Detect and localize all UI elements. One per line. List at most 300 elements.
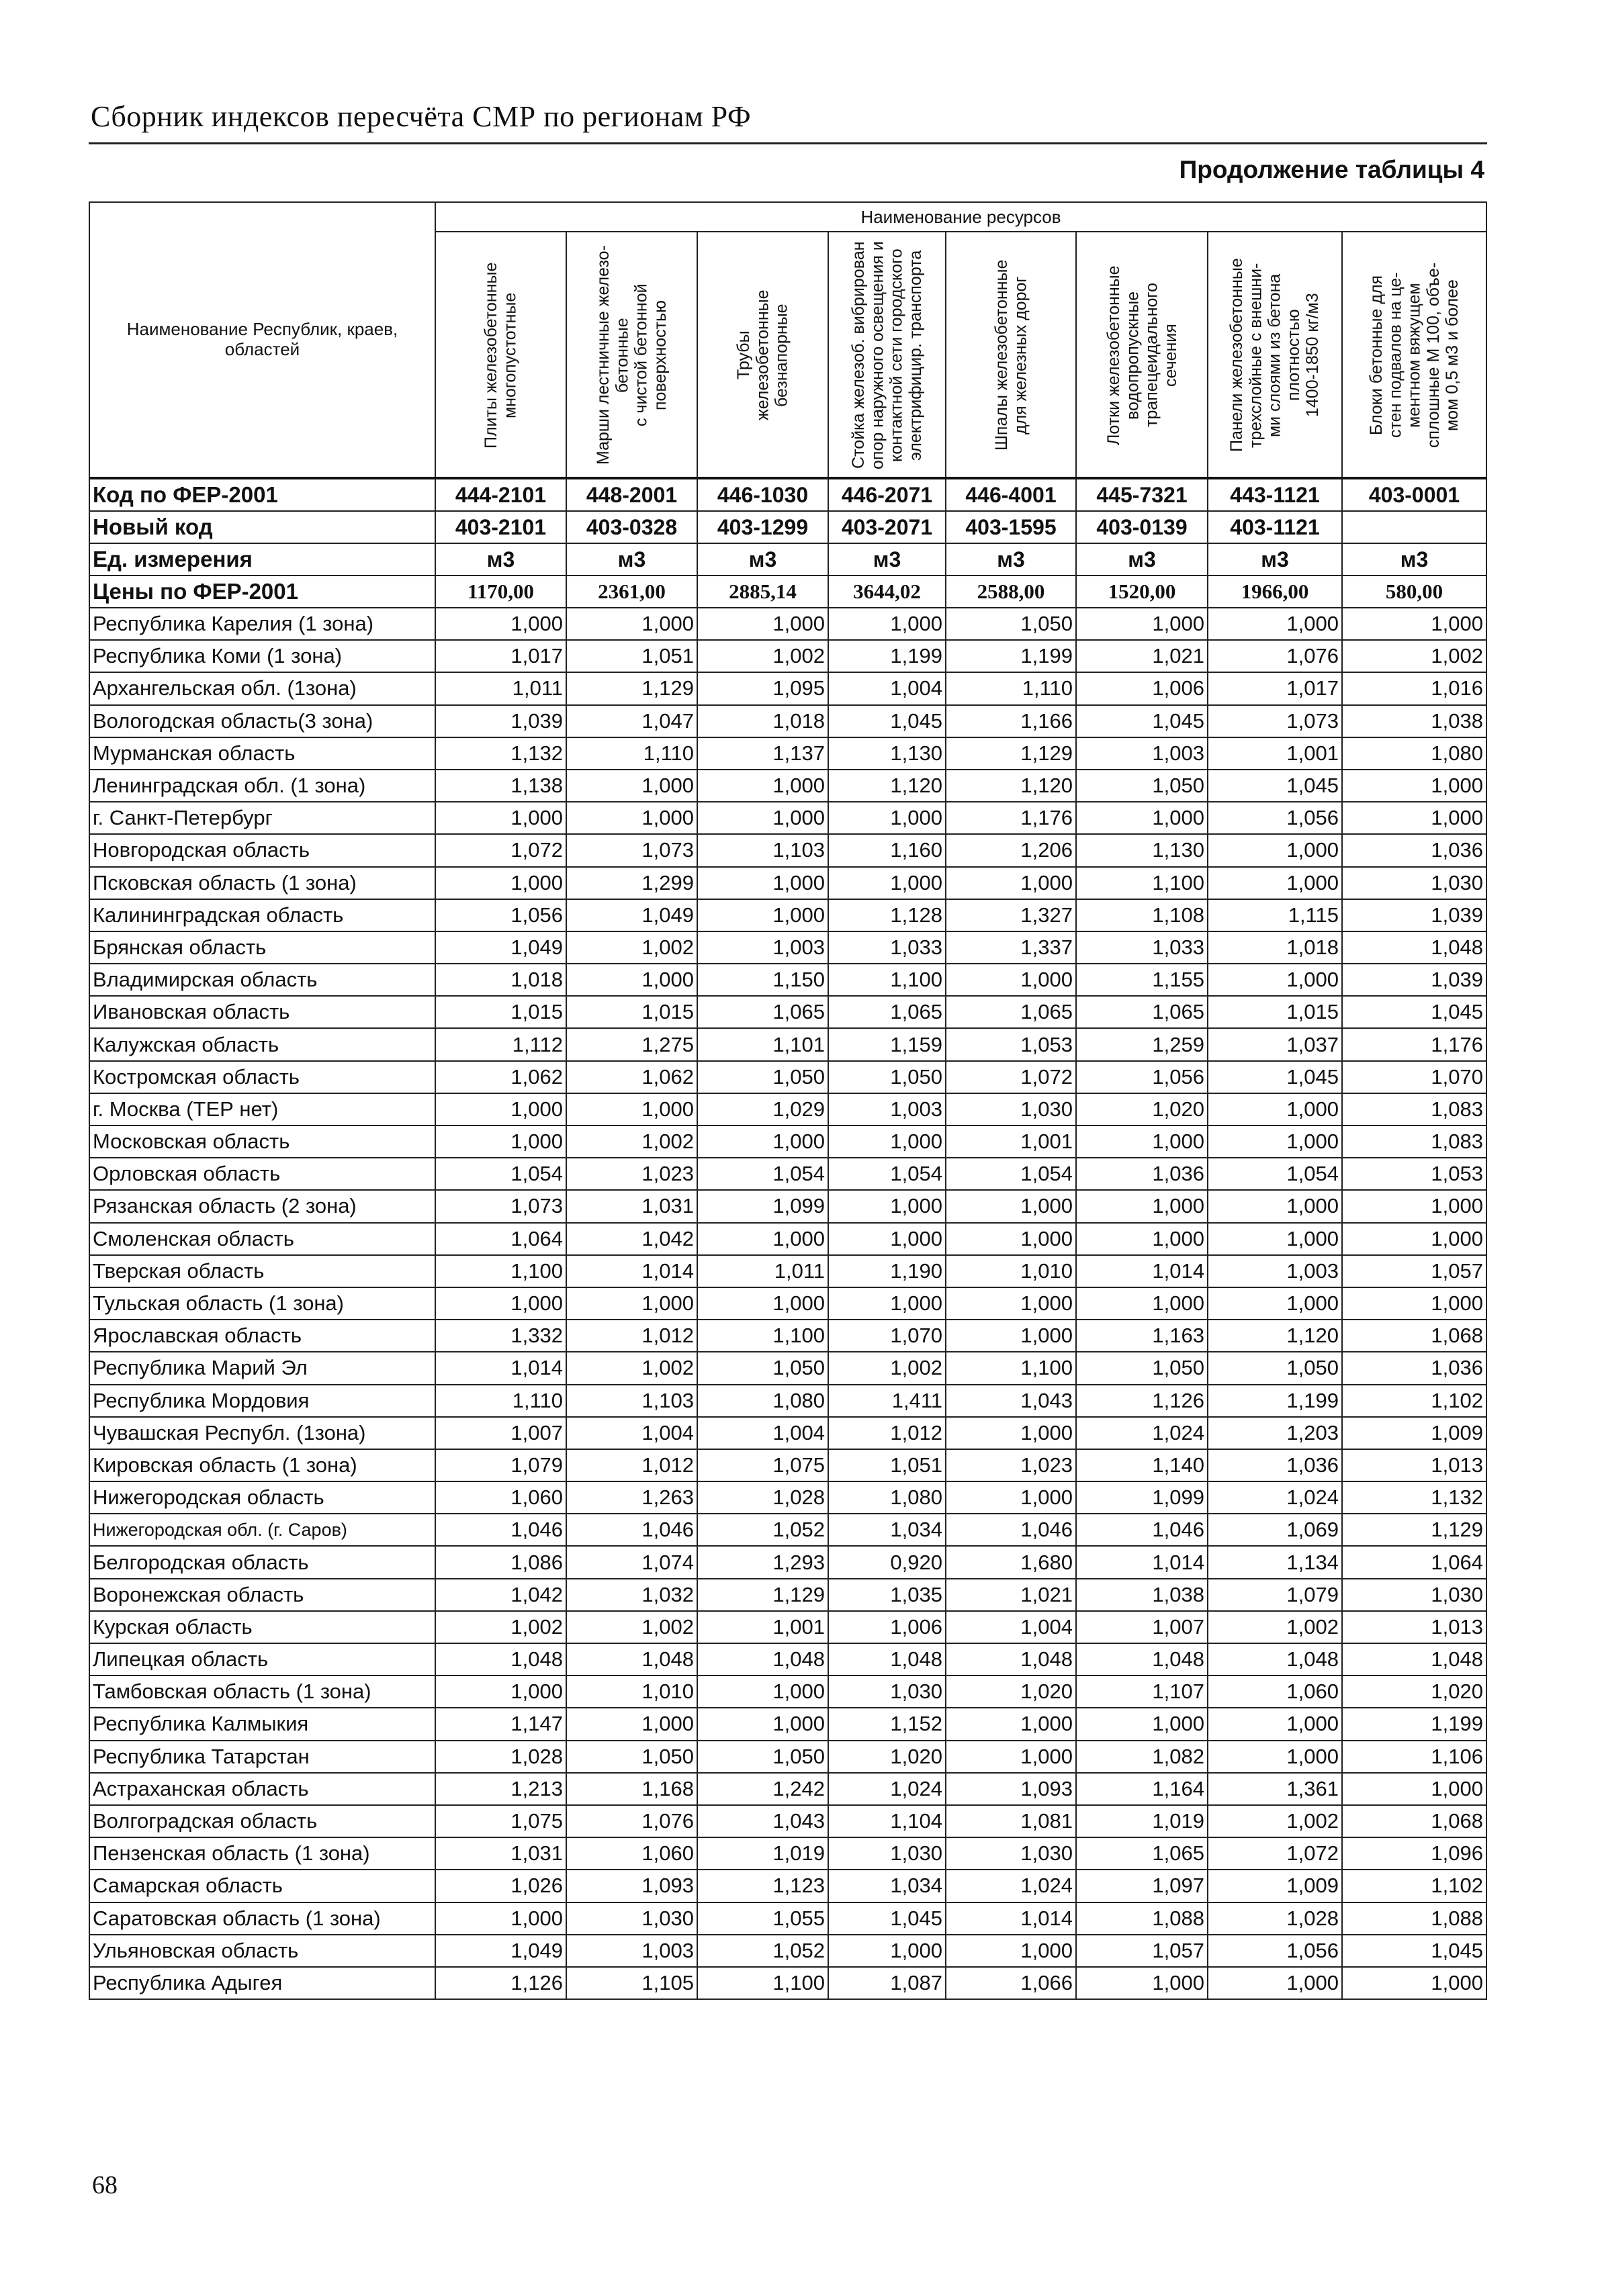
index-value-cell: 1,054 bbox=[435, 1158, 566, 1190]
meta-value-cell: 2588,00 bbox=[946, 576, 1076, 608]
region-name-cell: Республика Мордовия bbox=[89, 1385, 435, 1417]
index-value-cell: 1,176 bbox=[946, 802, 1076, 834]
index-value-cell: 1,000 bbox=[566, 964, 697, 996]
meta-value-cell: 2361,00 bbox=[566, 576, 697, 608]
table-row bbox=[89, 1158, 1486, 1190]
index-value-cell: 1,006 bbox=[828, 1611, 946, 1643]
index-value-cell: 1,021 bbox=[946, 1579, 1076, 1611]
index-value-cell: 1,129 bbox=[566, 672, 697, 704]
index-value-cell: 1,000 bbox=[1208, 1287, 1342, 1320]
region-name-cell: Московская область bbox=[89, 1126, 435, 1158]
region-name-cell: Республика Марий Эл bbox=[89, 1352, 435, 1384]
index-value-cell: 1,028 bbox=[1208, 1902, 1342, 1935]
index-value-cell: 1,003 bbox=[1208, 1255, 1342, 1287]
index-value-cell: 1,147 bbox=[435, 1708, 566, 1740]
index-value-cell: 1,000 bbox=[828, 1287, 946, 1320]
index-value-cell: 1,055 bbox=[697, 1902, 828, 1935]
index-value-cell: 1,086 bbox=[435, 1546, 566, 1578]
index-table bbox=[89, 201, 1487, 2000]
index-value-cell: 1,138 bbox=[435, 770, 566, 802]
index-value-cell: 1,206 bbox=[946, 834, 1076, 866]
index-value-cell: 1,000 bbox=[566, 770, 697, 802]
index-value-cell: 1,000 bbox=[697, 899, 828, 931]
index-value-cell: 1,007 bbox=[1076, 1611, 1208, 1643]
index-value-cell: 1,052 bbox=[697, 1514, 828, 1546]
index-value-cell: 1,000 bbox=[697, 770, 828, 802]
index-value-cell: 1,137 bbox=[697, 737, 828, 770]
index-value-cell: 1,000 bbox=[1076, 802, 1208, 834]
table-row bbox=[89, 1093, 1486, 1126]
region-name-cell: Калининградская область bbox=[89, 899, 435, 931]
index-value-cell: 1,000 bbox=[946, 1481, 1076, 1514]
region-name-cell: Владимирская область bbox=[89, 964, 435, 996]
index-value-cell: 1,000 bbox=[1342, 1967, 1486, 1999]
index-value-cell: 1,088 bbox=[1342, 1902, 1486, 1935]
resource-column-header bbox=[828, 232, 946, 478]
index-value-cell: 1,026 bbox=[435, 1870, 566, 1902]
index-value-cell: 1,030 bbox=[566, 1902, 697, 1935]
resource-column-header bbox=[1342, 232, 1486, 478]
index-value-cell: 1,003 bbox=[828, 1093, 946, 1126]
index-value-cell: 1,123 bbox=[697, 1870, 828, 1902]
index-value-cell: 1,079 bbox=[435, 1449, 566, 1481]
index-value-cell: 1,003 bbox=[1076, 737, 1208, 770]
table-row bbox=[89, 1805, 1486, 1837]
index-value-cell: 1,048 bbox=[1076, 1643, 1208, 1675]
index-value-cell: 1,160 bbox=[828, 834, 946, 866]
index-value-cell: 1,076 bbox=[1208, 640, 1342, 672]
index-value-cell: 1,050 bbox=[697, 1741, 828, 1773]
table-row bbox=[89, 931, 1486, 964]
index-value-cell: 1,034 bbox=[828, 1514, 946, 1546]
meta-value-cell: 1170,00 bbox=[435, 576, 566, 608]
table-row bbox=[89, 1643, 1486, 1675]
index-value-cell: 1,079 bbox=[1208, 1579, 1342, 1611]
index-value-cell: 1,002 bbox=[435, 1611, 566, 1643]
index-value-cell: 1,053 bbox=[1342, 1158, 1486, 1190]
index-value-cell: 1,000 bbox=[435, 802, 566, 834]
meta-value-cell: 403-0001 bbox=[1342, 478, 1486, 511]
index-value-cell: 1,013 bbox=[1342, 1611, 1486, 1643]
index-value-cell: 1,074 bbox=[566, 1546, 697, 1578]
index-value-cell: 1,062 bbox=[566, 1061, 697, 1093]
index-value-cell: 1,009 bbox=[1342, 1417, 1486, 1449]
index-value-cell: 1,050 bbox=[946, 608, 1076, 640]
index-value-cell: 1,042 bbox=[566, 1223, 697, 1255]
index-value-cell: 1,361 bbox=[1208, 1773, 1342, 1805]
index-value-cell: 1,064 bbox=[435, 1223, 566, 1255]
region-name-cell: Псковская область (1 зона) bbox=[89, 867, 435, 899]
meta-value-cell: м3 bbox=[946, 543, 1076, 576]
index-value-cell: 1,011 bbox=[697, 1255, 828, 1287]
region-name-cell: Кировская область (1 зона) bbox=[89, 1449, 435, 1481]
table-continuation-caption: Продолжение таблицы 4 bbox=[1179, 156, 1484, 183]
index-value-cell: 1,002 bbox=[1208, 1805, 1342, 1837]
index-value-cell: 1,054 bbox=[697, 1158, 828, 1190]
table-row bbox=[89, 737, 1486, 770]
index-value-cell: 1,050 bbox=[1208, 1352, 1342, 1384]
resource-column-header-text: Трубы железобетонные безнапорные bbox=[734, 289, 791, 421]
index-value-cell: 1,057 bbox=[1342, 1255, 1486, 1287]
index-value-cell: 1,115 bbox=[1208, 899, 1342, 931]
index-value-cell: 1,036 bbox=[1342, 1352, 1486, 1384]
region-name-cell: Чувашская Республ. (1зона) bbox=[89, 1417, 435, 1449]
index-value-cell: 1,093 bbox=[566, 1870, 697, 1902]
region-name-cell: Орловская область bbox=[89, 1158, 435, 1190]
meta-value-cell: м3 bbox=[566, 543, 697, 576]
index-value-cell: 1,130 bbox=[1076, 834, 1208, 866]
table-row bbox=[89, 1126, 1486, 1158]
index-value-cell: 1,080 bbox=[697, 1385, 828, 1417]
table-row bbox=[89, 1061, 1486, 1093]
index-value-cell: 1,024 bbox=[828, 1773, 946, 1805]
index-value-cell: 1,088 bbox=[1076, 1902, 1208, 1935]
index-value-cell: 1,019 bbox=[697, 1837, 828, 1870]
meta-value-cell: 403-0328 bbox=[566, 511, 697, 543]
index-value-cell: 1,083 bbox=[1342, 1093, 1486, 1126]
index-value-cell: 1,015 bbox=[566, 996, 697, 1028]
index-value-cell: 1,010 bbox=[566, 1675, 697, 1708]
index-value-cell: 1,000 bbox=[435, 1902, 566, 1935]
table-row bbox=[89, 1773, 1486, 1805]
index-value-cell: 1,000 bbox=[1208, 867, 1342, 899]
index-value-cell: 1,072 bbox=[1208, 1837, 1342, 1870]
index-value-cell: 1,075 bbox=[435, 1805, 566, 1837]
index-value-cell: 1,002 bbox=[566, 1611, 697, 1643]
index-value-cell: 1,102 bbox=[1342, 1385, 1486, 1417]
index-value-cell: 1,075 bbox=[697, 1449, 828, 1481]
index-value-cell: 1,097 bbox=[1076, 1870, 1208, 1902]
index-value-cell: 1,030 bbox=[1342, 1579, 1486, 1611]
index-value-cell: 1,000 bbox=[435, 1287, 566, 1320]
index-value-cell: 1,002 bbox=[697, 640, 828, 672]
index-value-cell: 1,048 bbox=[435, 1643, 566, 1675]
index-value-cell: 1,199 bbox=[946, 640, 1076, 672]
table-row bbox=[89, 705, 1486, 737]
index-value-cell: 1,048 bbox=[1208, 1643, 1342, 1675]
index-value-cell: 1,076 bbox=[566, 1805, 697, 1837]
index-value-cell: 1,050 bbox=[697, 1061, 828, 1093]
index-value-cell: 1,000 bbox=[697, 867, 828, 899]
region-name-cell: Республика Карелия (1 зона) bbox=[89, 608, 435, 640]
index-value-cell: 1,259 bbox=[1076, 1028, 1208, 1060]
index-value-cell: 1,106 bbox=[1342, 1741, 1486, 1773]
meta-value-cell: м3 bbox=[828, 543, 946, 576]
table-row bbox=[89, 1935, 1486, 1967]
index-value-cell: 1,073 bbox=[435, 1190, 566, 1222]
meta-value-cell: 445-7321 bbox=[1076, 478, 1208, 511]
resource-column-header-text: Плиты железобетонные многопустотные bbox=[482, 262, 520, 449]
index-value-cell: 1,000 bbox=[697, 802, 828, 834]
resource-column-header-text: Шпалы железобетонные для железных дорог bbox=[991, 259, 1030, 451]
index-value-cell: 1,112 bbox=[435, 1028, 566, 1060]
index-value-cell: 1,000 bbox=[697, 1223, 828, 1255]
table-row bbox=[89, 1223, 1486, 1255]
region-name-cell: Липецкая область bbox=[89, 1643, 435, 1675]
region-name-cell: Вологодская область(3 зона) bbox=[89, 705, 435, 737]
table-row bbox=[89, 1481, 1486, 1514]
index-value-cell: 1,000 bbox=[566, 1093, 697, 1126]
index-value-cell: 1,327 bbox=[946, 899, 1076, 931]
index-value-cell: 1,080 bbox=[828, 1481, 946, 1514]
index-value-cell: 1,018 bbox=[435, 964, 566, 996]
index-value-cell: 1,000 bbox=[1342, 1190, 1486, 1222]
table-row bbox=[89, 1352, 1486, 1384]
resources-group-header: Наименование ресурсов bbox=[435, 202, 1486, 232]
index-value-cell: 1,039 bbox=[1342, 899, 1486, 931]
index-value-cell: 1,126 bbox=[435, 1967, 566, 1999]
region-name-cell: Республика Татарстан bbox=[89, 1741, 435, 1773]
index-value-cell: 1,102 bbox=[1342, 1870, 1486, 1902]
meta-value-cell: м3 bbox=[1342, 543, 1486, 576]
index-value-cell: 1,039 bbox=[1342, 964, 1486, 996]
index-value-cell: 1,017 bbox=[1208, 672, 1342, 704]
index-value-cell: 1,275 bbox=[566, 1028, 697, 1060]
index-value-cell: 1,014 bbox=[946, 1902, 1076, 1935]
index-value-cell: 1,049 bbox=[435, 1935, 566, 1967]
index-value-cell: 1,029 bbox=[697, 1093, 828, 1126]
index-value-cell: 1,000 bbox=[946, 1417, 1076, 1449]
index-value-cell: 1,010 bbox=[946, 1255, 1076, 1287]
index-value-cell: 1,020 bbox=[1342, 1675, 1486, 1708]
index-value-cell: 1,132 bbox=[435, 737, 566, 770]
index-value-cell: 1,011 bbox=[435, 672, 566, 704]
index-value-cell: 1,000 bbox=[1208, 1093, 1342, 1126]
region-name-cell: Республика Калмыкия bbox=[89, 1708, 435, 1740]
index-value-cell: 1,065 bbox=[946, 996, 1076, 1028]
index-value-cell: 1,000 bbox=[1076, 608, 1208, 640]
index-value-cell: 1,000 bbox=[435, 1093, 566, 1126]
index-value-cell: 1,054 bbox=[828, 1158, 946, 1190]
index-value-cell: 1,000 bbox=[566, 1287, 697, 1320]
index-value-cell: 1,018 bbox=[1208, 931, 1342, 964]
index-value-cell: 1,000 bbox=[946, 1223, 1076, 1255]
meta-value-cell: 580,00 bbox=[1342, 576, 1486, 608]
index-value-cell: 1,030 bbox=[828, 1675, 946, 1708]
table-row bbox=[89, 1741, 1486, 1773]
index-value-cell: 1,056 bbox=[435, 899, 566, 931]
index-value-cell: 1,083 bbox=[1342, 1126, 1486, 1158]
index-value-cell: 1,002 bbox=[1342, 640, 1486, 672]
table-row bbox=[89, 1611, 1486, 1643]
index-value-cell: 1,242 bbox=[697, 1773, 828, 1805]
index-value-cell: 1,002 bbox=[1208, 1611, 1342, 1643]
index-value-cell: 1,100 bbox=[828, 964, 946, 996]
index-value-cell: 1,000 bbox=[828, 1223, 946, 1255]
table-row bbox=[89, 834, 1486, 866]
index-value-cell: 1,045 bbox=[828, 705, 946, 737]
index-value-cell: 1,104 bbox=[828, 1805, 946, 1837]
index-value-cell: 1,000 bbox=[1208, 1967, 1342, 1999]
index-value-cell: 1,000 bbox=[1208, 1223, 1342, 1255]
index-value-cell: 1,004 bbox=[828, 672, 946, 704]
index-value-cell: 1,099 bbox=[1076, 1481, 1208, 1514]
region-name-cell: г. Москва (ТЕР нет) bbox=[89, 1093, 435, 1126]
table-row bbox=[89, 1514, 1486, 1546]
index-value-cell: 1,064 bbox=[1342, 1546, 1486, 1578]
index-value-cell: 1,024 bbox=[1208, 1481, 1342, 1514]
region-name-cell: Самарская область bbox=[89, 1870, 435, 1902]
index-value-cell: 1,000 bbox=[946, 867, 1076, 899]
index-value-cell: 1,003 bbox=[566, 1935, 697, 1967]
region-column-header: Наименование Республик, краев, областей bbox=[89, 202, 435, 478]
meta-value-cell: 403-2101 bbox=[435, 511, 566, 543]
index-value-cell: 1,000 bbox=[1208, 834, 1342, 866]
region-name-cell: Тверская область bbox=[89, 1255, 435, 1287]
index-value-cell: 1,048 bbox=[566, 1643, 697, 1675]
index-value-cell: 1,028 bbox=[435, 1741, 566, 1773]
meta-value-cell: м3 bbox=[435, 543, 566, 576]
index-value-cell: 1,065 bbox=[1076, 996, 1208, 1028]
index-value-cell: 1,000 bbox=[828, 1935, 946, 1967]
index-value-cell: 1,043 bbox=[697, 1805, 828, 1837]
table-row bbox=[89, 1579, 1486, 1611]
index-value-cell: 1,033 bbox=[1076, 931, 1208, 964]
meta-value-cell: 446-2071 bbox=[828, 478, 946, 511]
index-value-cell: 1,042 bbox=[435, 1579, 566, 1611]
meta-row-label: Код по ФЕР-2001 bbox=[89, 478, 435, 511]
index-value-cell: 1,019 bbox=[1076, 1805, 1208, 1837]
index-value-cell: 1,176 bbox=[1342, 1028, 1486, 1060]
index-value-cell: 1,130 bbox=[828, 737, 946, 770]
region-name-cell: Астраханская область bbox=[89, 1773, 435, 1805]
region-name-cell: Ленинградская обл. (1 зона) bbox=[89, 770, 435, 802]
region-name-cell: Республика Адыгея bbox=[89, 1967, 435, 1999]
index-value-cell: 1,057 bbox=[1076, 1935, 1208, 1967]
index-value-cell: 1,060 bbox=[566, 1837, 697, 1870]
index-value-cell: 1,002 bbox=[828, 1352, 946, 1384]
index-value-cell: 1,031 bbox=[435, 1837, 566, 1870]
meta-row-label: Цены по ФЕР-2001 bbox=[89, 576, 435, 608]
index-value-cell: 1,203 bbox=[1208, 1417, 1342, 1449]
index-value-cell: 1,120 bbox=[1208, 1320, 1342, 1352]
index-value-cell: 1,051 bbox=[566, 640, 697, 672]
index-value-cell: 1,037 bbox=[1208, 1028, 1342, 1060]
index-value-cell: 1,065 bbox=[828, 996, 946, 1028]
meta-value-cell: м3 bbox=[697, 543, 828, 576]
index-value-cell: 1,054 bbox=[946, 1158, 1076, 1190]
index-value-cell: 1,150 bbox=[697, 964, 828, 996]
table-row bbox=[89, 996, 1486, 1028]
index-value-cell: 1,000 bbox=[1342, 802, 1486, 834]
resource-column-header bbox=[435, 232, 566, 478]
index-value-cell: 1,034 bbox=[828, 1870, 946, 1902]
index-value-cell: 1,056 bbox=[1208, 1935, 1342, 1967]
index-value-cell: 1,054 bbox=[1208, 1158, 1342, 1190]
meta-value-cell: 403-0139 bbox=[1076, 511, 1208, 543]
index-value-cell: 1,002 bbox=[566, 931, 697, 964]
index-value-cell: 1,000 bbox=[1076, 1126, 1208, 1158]
region-name-cell: г. Санкт-Петербург bbox=[89, 802, 435, 834]
resource-column-header-text: Стойка железоб. вибрирован опор наружного освещения и контактной сети городского электрифицир. транспорта bbox=[849, 241, 925, 469]
region-name-cell: Брянская область bbox=[89, 931, 435, 964]
index-value-cell: 1,045 bbox=[1208, 770, 1342, 802]
meta-row-label: Ед. измерения bbox=[89, 543, 435, 576]
index-value-cell: 1,411 bbox=[828, 1385, 946, 1417]
index-value-cell: 1,072 bbox=[435, 834, 566, 866]
region-name-cell: Мурманская область bbox=[89, 737, 435, 770]
index-value-cell: 1,263 bbox=[566, 1481, 697, 1514]
index-value-cell: 1,126 bbox=[1076, 1385, 1208, 1417]
table-row bbox=[89, 964, 1486, 996]
region-name-cell: Смоленская область bbox=[89, 1223, 435, 1255]
index-value-cell: 1,046 bbox=[1076, 1514, 1208, 1546]
index-value-cell: 1,000 bbox=[435, 608, 566, 640]
table-row bbox=[89, 1255, 1486, 1287]
index-value-cell: 1,100 bbox=[946, 1352, 1076, 1384]
index-value-cell: 1,081 bbox=[946, 1805, 1076, 1837]
index-value-cell: 1,065 bbox=[697, 996, 828, 1028]
table-row bbox=[89, 1417, 1486, 1449]
index-value-cell: 1,190 bbox=[828, 1255, 946, 1287]
index-value-cell: 1,000 bbox=[1208, 608, 1342, 640]
index-value-cell: 1,155 bbox=[1076, 964, 1208, 996]
table-row bbox=[89, 1320, 1486, 1352]
index-value-cell: 1,052 bbox=[697, 1935, 828, 1967]
table-row bbox=[89, 1546, 1486, 1578]
meta-value-cell: 403-1595 bbox=[946, 511, 1076, 543]
index-value-cell: 1,087 bbox=[828, 1967, 946, 1999]
index-value-cell: 1,024 bbox=[946, 1870, 1076, 1902]
index-value-cell: 1,000 bbox=[697, 1708, 828, 1740]
resource-column-header-text: Лотки железобетонные водопропускные трапецеидального сечения bbox=[1104, 265, 1180, 445]
index-value-cell: 1,002 bbox=[566, 1126, 697, 1158]
index-value-cell: 1,093 bbox=[946, 1773, 1076, 1805]
resource-column-header-text: Марши лестничные железо- бетонные с чистой бетонной поверхностью bbox=[594, 245, 670, 465]
index-value-cell: 1,000 bbox=[566, 802, 697, 834]
index-value-cell: 1,001 bbox=[1208, 737, 1342, 770]
index-value-cell: 1,046 bbox=[946, 1514, 1076, 1546]
meta-row-label: Новый код bbox=[89, 511, 435, 543]
index-value-cell: 1,004 bbox=[697, 1417, 828, 1449]
index-value-cell: 1,000 bbox=[946, 1287, 1076, 1320]
table-row bbox=[89, 1902, 1486, 1935]
table-row bbox=[89, 770, 1486, 802]
region-name-cell: Костромская область bbox=[89, 1061, 435, 1093]
index-value-cell: 1,000 bbox=[946, 1935, 1076, 1967]
index-value-cell: 1,000 bbox=[697, 1126, 828, 1158]
meta-value-cell: 1966,00 bbox=[1208, 576, 1342, 608]
index-value-cell: 1,068 bbox=[1342, 1320, 1486, 1352]
index-value-cell: 1,000 bbox=[1076, 1967, 1208, 1999]
index-value-cell: 1,001 bbox=[697, 1611, 828, 1643]
index-value-cell: 1,110 bbox=[566, 737, 697, 770]
table-row bbox=[89, 1190, 1486, 1222]
meta-value-cell: 443-1121 bbox=[1208, 478, 1342, 511]
index-value-cell: 1,000 bbox=[946, 964, 1076, 996]
index-value-cell: 1,066 bbox=[946, 1967, 1076, 1999]
index-value-cell: 1,014 bbox=[1076, 1546, 1208, 1578]
index-value-cell: 1,000 bbox=[1076, 1223, 1208, 1255]
region-name-cell: Саратовская область (1 зона) bbox=[89, 1902, 435, 1935]
index-value-cell: 1,013 bbox=[1342, 1449, 1486, 1481]
meta-value-cell: 3644,02 bbox=[828, 576, 946, 608]
meta-row bbox=[89, 511, 1486, 543]
index-value-cell: 1,021 bbox=[1076, 640, 1208, 672]
index-value-cell: 1,049 bbox=[566, 899, 697, 931]
index-value-cell: 1,016 bbox=[1342, 672, 1486, 704]
index-value-cell: 1,000 bbox=[1342, 1223, 1486, 1255]
region-name-cell: Архангельская обл. (1зона) bbox=[89, 672, 435, 704]
index-value-cell: 1,120 bbox=[828, 770, 946, 802]
resource-column-header bbox=[946, 232, 1076, 478]
index-value-cell: 1,000 bbox=[566, 608, 697, 640]
index-value-cell: 1,038 bbox=[1342, 705, 1486, 737]
index-value-cell: 1,337 bbox=[946, 931, 1076, 964]
meta-row bbox=[89, 478, 1486, 511]
index-value-cell: 1,028 bbox=[697, 1481, 828, 1514]
index-value-cell: 1,060 bbox=[435, 1481, 566, 1514]
